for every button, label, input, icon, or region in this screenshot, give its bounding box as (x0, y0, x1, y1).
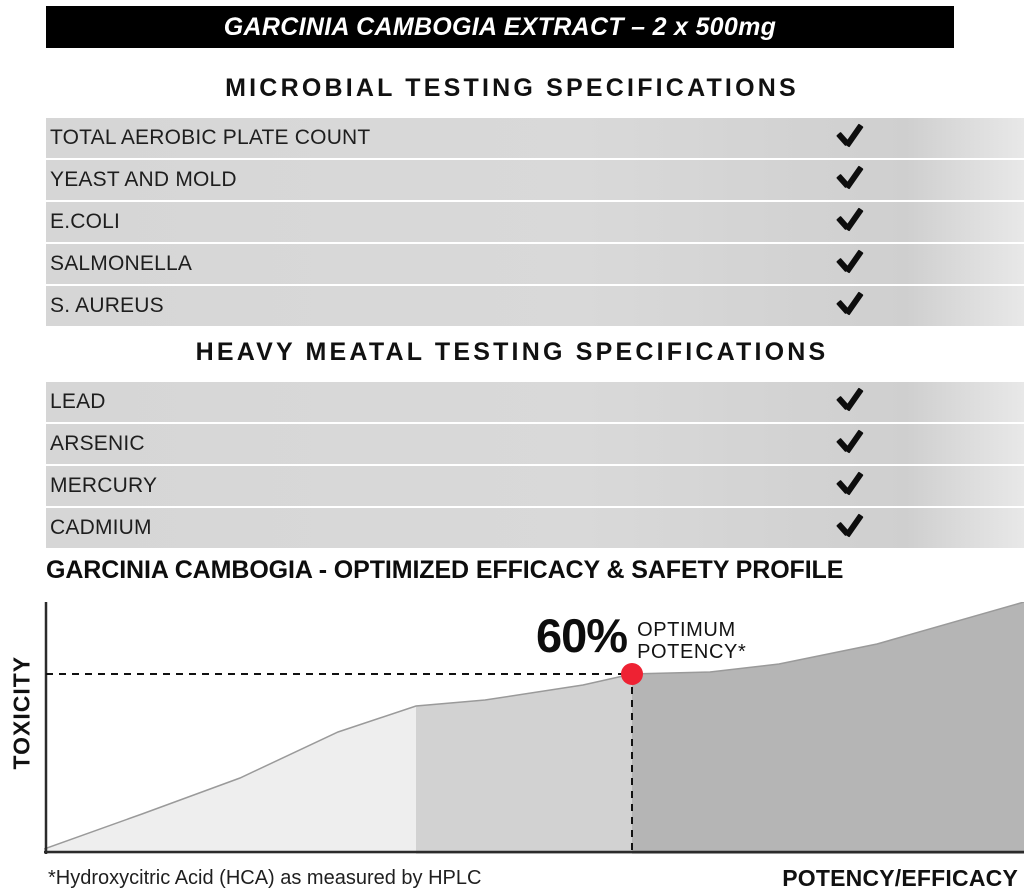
spec-status (768, 163, 1024, 198)
check-icon (833, 289, 863, 319)
optimum-percentage: 60% (536, 609, 628, 662)
check-icon (833, 427, 863, 457)
page-title: GARCINIA CAMBOGIA EXTRACT – 2 x 500mg (223, 12, 777, 41)
heavy-metal-section-heading: HEAVY MEATAL TESTING SPECIFICATIONS (195, 338, 829, 366)
check-icon (833, 205, 863, 235)
microbial-section-heading: MICROBIAL TESTING SPECIFICATIONS (225, 74, 799, 102)
table-row (46, 286, 1024, 328)
table-row (46, 424, 1024, 466)
chart-footnote: *Hydroxycitric Acid (HCA) as measured by HPLC (48, 867, 482, 889)
spec-status (768, 385, 1024, 420)
spec-status (768, 247, 1024, 282)
spec-label: YEAST AND MOLD (50, 168, 237, 191)
table-row (46, 244, 1024, 286)
spec-status (768, 121, 1024, 156)
microbial-spec-table (46, 118, 1024, 328)
x-axis-label: POTENCY/EFFICACY (782, 865, 1018, 891)
spec-status (768, 427, 1024, 462)
spec-status (768, 511, 1024, 546)
spec-status (768, 205, 1024, 240)
check-icon (833, 247, 863, 277)
check-icon (833, 163, 863, 193)
check-icon (833, 121, 863, 151)
y-axis-label: TOXICITY (8, 655, 35, 770)
heavy-metal-spec-table (46, 382, 1024, 550)
optimum-point-marker (621, 663, 643, 685)
chart-title: GARCINIA CAMBOGIA - OPTIMIZED EFFICACY & SAFETY PROFILE (46, 556, 844, 584)
table-row (46, 202, 1024, 244)
product-title-bar (46, 6, 954, 48)
optimum-caption-line1: OPTIMUM (637, 619, 736, 641)
spec-status (768, 289, 1024, 324)
table-row (46, 118, 1024, 160)
spec-label: CADMIUM (50, 516, 152, 539)
spec-label: TOTAL AEROBIC PLATE COUNT (50, 126, 371, 149)
spec-label: SALMONELLA (50, 252, 193, 275)
spec-status (768, 469, 1024, 504)
efficacy-toxicity-chart (0, 596, 1024, 894)
optimum-callout (536, 609, 747, 664)
spec-label: ARSENIC (50, 432, 145, 455)
check-icon (833, 385, 863, 415)
spec-label: MERCURY (50, 474, 158, 497)
table-row (46, 466, 1024, 508)
spec-label: S. AUREUS (50, 294, 164, 317)
check-icon (833, 469, 863, 499)
check-icon (833, 511, 863, 541)
chart-plot-area (44, 602, 1024, 854)
optimum-caption (637, 619, 746, 664)
table-row (46, 508, 1024, 550)
table-row (46, 160, 1024, 202)
spec-label: LEAD (50, 390, 106, 413)
optimum-caption-line2: POTENCY* (637, 641, 747, 664)
spec-label: E.COLI (50, 210, 121, 233)
table-row (46, 382, 1024, 424)
